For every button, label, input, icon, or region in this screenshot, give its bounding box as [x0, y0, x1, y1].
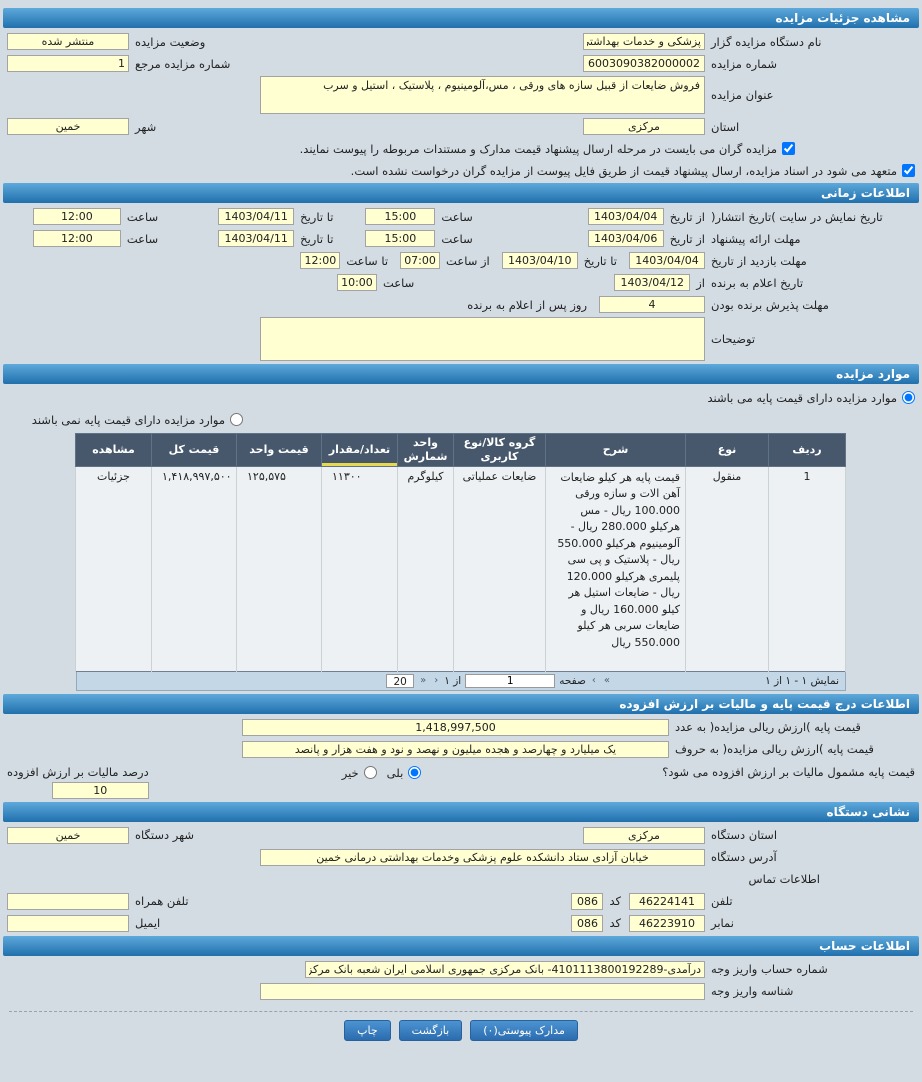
- row-number-ref: [7, 54, 915, 73]
- col-header-total-price[interactable]: قیمت کل: [152, 434, 237, 467]
- section-title-details: مشاهده جزئیات مزایده: [775, 11, 910, 25]
- phone-code-input[interactable]: [571, 893, 603, 910]
- cell-row-no: 1: [769, 466, 846, 671]
- pager-records-info: نمایش ۱ - ۱ از ۱: [765, 674, 839, 687]
- base-price-yes-label: موارد مزایده دارای قیمت پایه می باشند: [707, 390, 897, 405]
- status-field: [7, 33, 241, 50]
- row-details-link[interactable]: جزئیات: [97, 469, 130, 483]
- print-button[interactable]: چاپ: [344, 1020, 391, 1041]
- org-province-label: استان دستگاه: [711, 828, 778, 842]
- org-province-input[interactable]: [583, 827, 705, 844]
- section-title-items: موارد مزایده: [836, 367, 910, 381]
- vat-percent-input[interactable]: [52, 782, 149, 799]
- vat-question-label: قیمت پایه مشمول مالیات بر ارزش افزوده می شود؟: [662, 764, 915, 779]
- vat-percent-field: [7, 765, 149, 799]
- footer-buttons: [7, 1020, 915, 1041]
- number-label: شماره مزایده: [711, 56, 777, 71]
- row-org-address: [7, 848, 915, 867]
- table-pager: [76, 672, 846, 691]
- prev-page-icon[interactable]: ›: [591, 675, 596, 686]
- visit-from-time-input[interactable]: [400, 252, 440, 269]
- winner-date-input[interactable]: [614, 274, 690, 291]
- base-price-no-label: موارد مزایده دارای قیمت پایه نمی باشند: [31, 412, 225, 427]
- col-header-unit-price[interactable]: قیمت واحد: [237, 434, 322, 467]
- vat-no-radio[interactable]: [364, 766, 377, 779]
- fax-label: نمابر: [711, 916, 734, 930]
- city-field: [7, 118, 241, 135]
- accept-days-input[interactable]: [599, 296, 705, 313]
- title-label: عنوان مزایده: [711, 88, 774, 102]
- section-title-pricing: اطلاعات درج قیمت پایه و مالیات بر ارزش افزوده: [619, 696, 910, 711]
- row-description: [7, 317, 915, 361]
- row-fax-email: [7, 914, 915, 933]
- title-textarea[interactable]: [260, 76, 705, 114]
- commit-note-text: متعهد می شود در اسناد مزایده، ارسال پیشنهاد قیمت از طریق فایل پیوست از مزایده گران درخواست نشده است.: [350, 163, 897, 178]
- row-accept-deadline: [7, 295, 915, 314]
- mobile-field: [7, 893, 241, 910]
- province-input[interactable]: [583, 118, 705, 135]
- publish-to-time-input[interactable]: [33, 208, 121, 225]
- auction-detail-page: [7, 8, 915, 1041]
- col-header-quantity[interactable]: تعداد/مقدار: [322, 434, 398, 467]
- city-input[interactable]: [7, 118, 129, 135]
- contact-info-title: اطلاعات تماس: [748, 872, 820, 886]
- publish-from-time-input[interactable]: [365, 208, 435, 225]
- publish-to-date-label: تا تاریخ: [300, 209, 334, 224]
- publish-from-date-input[interactable]: [588, 208, 664, 225]
- fax-code-label: کد: [609, 916, 621, 930]
- cell-description: قیمت پایه هر کیلو ضایعات آهن الات و سازه ورقی 100.000 ریال - مس هرکیلو 280.000 ریال - آلومینیوم هرکیلو 550.000 ریال - پلاستیک و پی سی پلیمری هرکیلو 120.000 ریال - ضایعات استیل هر کیلو 160.000 ریال و ضایعات سربی هر کیلو 550.000 ریال: [546, 466, 686, 671]
- publish-to-hour-label: ساعت: [126, 209, 159, 224]
- row-org-status: [7, 32, 915, 51]
- attachments-button[interactable]: مدارک پیوستی(۰): [470, 1020, 578, 1041]
- org-address-label: آدرس دستگاه: [711, 850, 777, 864]
- attach-note-checkbox[interactable]: [782, 142, 795, 155]
- account-number-input[interactable]: [305, 961, 705, 978]
- items-grid: [76, 433, 846, 691]
- row-payment-id: [7, 982, 915, 1001]
- back-button[interactable]: بازگشت: [399, 1020, 463, 1041]
- row-publish-dates: [7, 207, 915, 226]
- row-province-city: [7, 117, 915, 136]
- description-label: توضیحات: [711, 332, 756, 346]
- org-input[interactable]: [583, 33, 705, 50]
- row-commit-note: [7, 161, 915, 180]
- ref-input[interactable]: [7, 55, 129, 72]
- base-price-no-radio[interactable]: [230, 413, 243, 426]
- section-header-account: [3, 936, 919, 956]
- section-header-items: [3, 364, 919, 384]
- fax-input[interactable]: [629, 915, 705, 932]
- vat-percent-label: درصد مالیات بر ارزش افزوده: [7, 764, 149, 779]
- commit-note-checkbox[interactable]: [902, 164, 915, 177]
- phone-code-label: کد: [609, 894, 621, 908]
- winner-from-label: از: [696, 275, 705, 290]
- ref-field: [7, 55, 241, 72]
- account-number-label: شماره حساب واریز وجه: [711, 962, 828, 976]
- row-base-price-numeric: [7, 718, 915, 737]
- vat-no-label: خیر: [341, 765, 359, 780]
- page-size-select[interactable]: 20: [386, 674, 414, 688]
- offer-to-date-input[interactable]: [218, 230, 294, 247]
- offer-to-hour-label: ساعت: [126, 231, 159, 246]
- payment-id-label: شناسه واریز وجه: [711, 984, 794, 998]
- ref-label: شماره مزایده مرجع: [135, 56, 231, 71]
- section-header-timing: [3, 183, 919, 203]
- org-province-field: [583, 827, 915, 844]
- row-offer-dates: [7, 229, 915, 248]
- email-field: [7, 915, 241, 932]
- row-account-number: [7, 960, 915, 979]
- publish-to-date-input[interactable]: [218, 208, 294, 225]
- publish-label: تاریخ نمایش در سایت )تاریخ انتشار(: [711, 209, 883, 224]
- section-header-details: [3, 8, 919, 28]
- vat-yes-label: بلی: [386, 765, 404, 780]
- fax-code-input[interactable]: [571, 915, 603, 932]
- publish-from-date-label: از تاریخ: [669, 209, 705, 224]
- table-row: [76, 466, 846, 671]
- col-header-type[interactable]: نوع: [686, 434, 769, 467]
- base-price-words-label: قیمت پایه )ارزش ریالی مزایده( به حروف: [675, 742, 874, 756]
- offer-from-hour-label: ساعت: [441, 231, 473, 246]
- visit-to-time-input[interactable]: [300, 252, 340, 269]
- section-header-pricing: [3, 694, 919, 714]
- base-price-yes-radio[interactable]: [902, 391, 915, 404]
- mobile-label: تلفن همراه: [135, 894, 189, 908]
- section-title-timing: اطلاعات زمانی: [821, 186, 910, 200]
- row-base-price-no: [7, 410, 915, 429]
- winner-time-input[interactable]: [337, 274, 377, 291]
- province-label: استان: [711, 119, 740, 134]
- status-input[interactable]: [7, 33, 129, 50]
- row-visit-dates: [7, 251, 915, 270]
- org-label: نام دستگاه مزایده گزار: [711, 34, 822, 49]
- cell-total-price: ۱,۴۱۸,۹۹۷,۵۰۰: [152, 466, 237, 671]
- publish-from-hour-label: ساعت: [441, 209, 473, 224]
- offer-from-date-label: از تاریخ: [669, 231, 705, 246]
- vat-yes-radio[interactable]: [408, 766, 421, 779]
- cell-unit-price: ۱۲۵,۵۷۵: [237, 466, 322, 671]
- org-address-input[interactable]: [260, 849, 705, 866]
- payment-id-input[interactable]: [260, 983, 705, 1000]
- items-table-header-row: [76, 434, 846, 467]
- visit-to-date-label: تا تاریخ: [583, 253, 617, 268]
- section-title-account: اطلاعات حساب: [819, 938, 910, 953]
- visit-from-date-input[interactable]: [629, 252, 705, 269]
- section-title-address: نشانی دستگاه: [826, 804, 910, 819]
- visit-to-hour-label: تا ساعت: [346, 253, 389, 268]
- org-city-field: [7, 827, 241, 844]
- fax-field: [571, 915, 915, 932]
- col-header-row-no[interactable]: ردیف: [769, 434, 846, 467]
- row-title: [7, 76, 915, 114]
- phone-label: تلفن: [711, 894, 733, 908]
- phone-input[interactable]: [629, 893, 705, 910]
- visit-to-date-input[interactable]: [502, 252, 578, 269]
- base-price-numeric-label: قیمت پایه )ارزش ریالی مزایده( به عدد: [675, 720, 861, 734]
- col-header-view[interactable]: مشاهده: [76, 434, 152, 467]
- number-input[interactable]: [583, 55, 705, 72]
- number-field: [583, 55, 915, 72]
- col-header-group[interactable]: گروه کالا/نوع کاربری: [454, 434, 546, 467]
- row-base-price-yes: [7, 388, 915, 407]
- pager-controls: [386, 674, 612, 688]
- org-city-input[interactable]: [7, 827, 129, 844]
- next-page-icon[interactable]: ‹: [434, 675, 439, 686]
- row-vat: [7, 765, 915, 799]
- org-city-label: شهر دستگاه: [135, 828, 195, 842]
- cell-type: منقول: [686, 466, 769, 671]
- email-label: ایمیل: [135, 916, 161, 930]
- row-attach-note: [7, 139, 915, 158]
- accept-label: مهلت پذیرش برنده بودن: [711, 297, 829, 312]
- cell-quantity: ۱۱۳۰۰: [322, 466, 398, 671]
- attach-note-text: مزایده گران می بایست در مرحله ارسال پیشنهاد قیمت مدارک و مستندات مربوطه را پیوست نمایند.: [299, 141, 777, 156]
- offer-label: مهلت ارائه پیشنهاد: [711, 231, 801, 246]
- cell-unit: کیلوگرم: [398, 466, 454, 671]
- col-header-unit[interactable]: واحد شمارش: [398, 434, 454, 467]
- row-org-province-city: [7, 826, 915, 845]
- winner-hour-label: ساعت: [382, 275, 415, 290]
- accept-suffix: روز پس از اعلام به برنده: [467, 297, 587, 312]
- items-table: [75, 433, 846, 672]
- row-winner-date: [7, 273, 915, 292]
- visit-label: مهلت بازدید از تاریخ: [711, 253, 807, 268]
- province-field: [583, 118, 915, 135]
- base-price-numeric-input[interactable]: [242, 719, 669, 736]
- pager-page-label: صفحه: [559, 674, 586, 687]
- description-textarea[interactable]: [260, 317, 705, 361]
- cell-view: [76, 466, 152, 671]
- last-page-icon[interactable]: «: [420, 675, 427, 686]
- first-page-icon[interactable]: »: [603, 675, 610, 686]
- pager-of-label: از ۱: [444, 674, 462, 687]
- mobile-input[interactable]: [7, 893, 129, 910]
- offer-from-date-input[interactable]: [588, 230, 664, 247]
- cell-group: ضایعات عملیاتی: [454, 466, 546, 671]
- org-field: [583, 33, 915, 50]
- phone-field: [571, 893, 915, 910]
- offer-to-date-label: تا تاریخ: [300, 231, 334, 246]
- city-label: شهر: [135, 119, 157, 134]
- row-phone-mobile: [7, 892, 915, 911]
- col-header-description[interactable]: شرح: [546, 434, 686, 467]
- footer-divider: [9, 1011, 913, 1012]
- section-header-address: [3, 802, 919, 822]
- base-price-words-input[interactable]: [242, 741, 669, 758]
- status-label: وضعیت مزایده: [135, 34, 206, 49]
- winner-label: تاریخ اعلام به برنده: [711, 275, 804, 290]
- vat-radio-group: [332, 766, 422, 780]
- row-contact-title: [7, 870, 915, 889]
- pager-page-input[interactable]: [465, 674, 555, 688]
- row-base-price-words: [7, 740, 915, 759]
- offer-from-time-input[interactable]: [365, 230, 435, 247]
- offer-to-time-input[interactable]: [33, 230, 121, 247]
- visit-from-hour-label: از ساعت: [446, 253, 490, 268]
- email-input[interactable]: [7, 915, 129, 932]
